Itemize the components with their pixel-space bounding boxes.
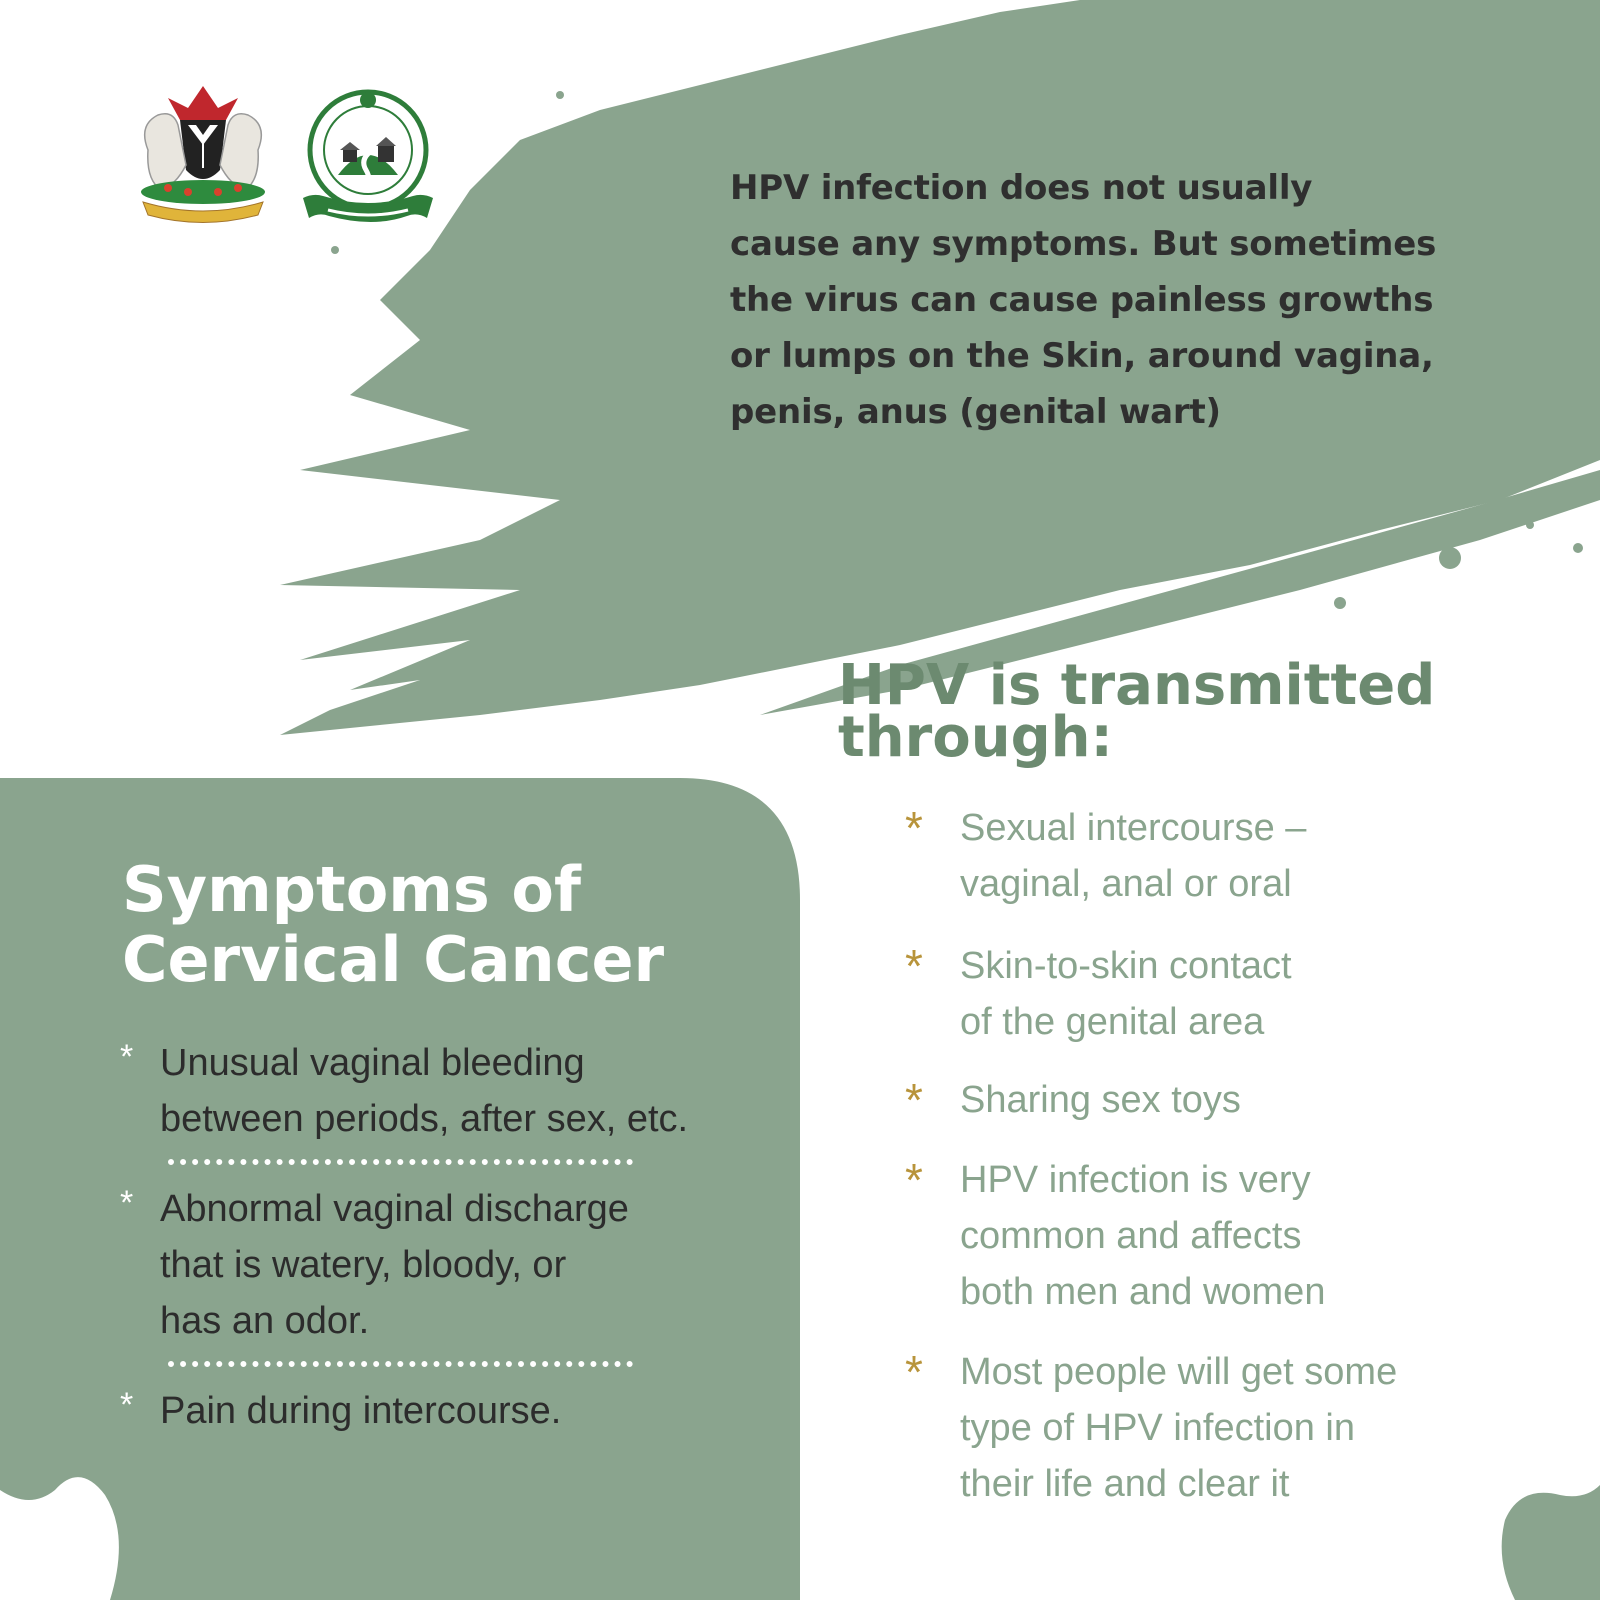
asterisk-icon: *	[120, 1038, 134, 1076]
paint-splatter	[1526, 521, 1534, 529]
transmission-heading	[838, 653, 1558, 770]
intro-line: or lumps on the Skin, around vagina,	[730, 336, 1434, 376]
item-line: Sexual intercourse –	[960, 807, 1307, 849]
item-line: Sharing sex toys	[960, 1079, 1241, 1121]
item-line: Skin-to-skin contact	[960, 945, 1292, 987]
item-line: common and affects	[960, 1215, 1302, 1257]
asterisk-icon: *	[905, 1346, 923, 1398]
item-line: both men and women	[960, 1271, 1326, 1313]
intro-line: HPV infection does not usually	[730, 168, 1313, 208]
intro-line: penis, anus (genital wart)	[730, 392, 1221, 432]
nigeria-coat-of-arms-logo	[118, 80, 288, 230]
item-line: vaginal, anal or oral	[960, 863, 1292, 905]
paint-splatter	[1573, 543, 1583, 553]
list-item	[120, 1383, 780, 1439]
asterisk-icon: *	[905, 1074, 923, 1126]
heading-line: through:	[838, 705, 1113, 770]
item-line: HPV infection is very	[960, 1159, 1311, 1201]
paint-splatter	[586, 116, 604, 134]
nphcda-logo	[288, 80, 448, 235]
item-line: Most people will get some	[960, 1351, 1398, 1393]
list-item	[905, 1344, 1545, 1512]
item-line: between periods, after sex, etc.	[160, 1098, 689, 1140]
paint-splatter	[1439, 547, 1461, 569]
symptoms-list	[120, 1035, 780, 1439]
paint-splatter	[1334, 597, 1346, 609]
hpv-intro-text	[730, 160, 1450, 440]
paint-splatter	[331, 246, 339, 254]
asterisk-icon: *	[905, 1154, 923, 1206]
list-item	[905, 1072, 1545, 1128]
list-item	[905, 800, 1545, 912]
item-line: Pain during intercourse.	[160, 1390, 562, 1432]
heading-line: Cervical Cancer	[122, 923, 665, 996]
intro-line: the virus can cause painless growths	[730, 280, 1434, 320]
heading-line: Symptoms of	[122, 853, 581, 926]
dotted-divider	[120, 1361, 780, 1367]
heading-line: HPV is transmitted	[838, 653, 1436, 718]
asterisk-icon: *	[120, 1386, 134, 1424]
list-item	[120, 1035, 780, 1147]
asterisk-icon: *	[905, 802, 923, 854]
item-line: that is watery, bloody, or	[160, 1244, 567, 1286]
list-item	[120, 1181, 780, 1349]
item-line: Unusual vaginal bleeding	[160, 1042, 585, 1084]
intro-line: cause any symptoms. But sometimes	[730, 224, 1437, 264]
asterisk-icon: *	[120, 1184, 134, 1222]
item-line: has an odor.	[160, 1300, 370, 1342]
asterisk-icon: *	[905, 940, 923, 992]
item-line: type of HPV infection in	[960, 1407, 1355, 1449]
logos	[118, 80, 458, 240]
item-line: of the genital area	[960, 1001, 1265, 1043]
symptoms-heading	[122, 855, 762, 995]
dotted-divider	[120, 1159, 780, 1165]
transmission-list	[905, 800, 1545, 1512]
list-item	[905, 938, 1545, 1050]
item-line: their life and clear it	[960, 1463, 1290, 1505]
paint-splatter	[556, 91, 564, 99]
list-item	[905, 1152, 1545, 1320]
item-line: Abnormal vaginal discharge	[160, 1188, 629, 1230]
